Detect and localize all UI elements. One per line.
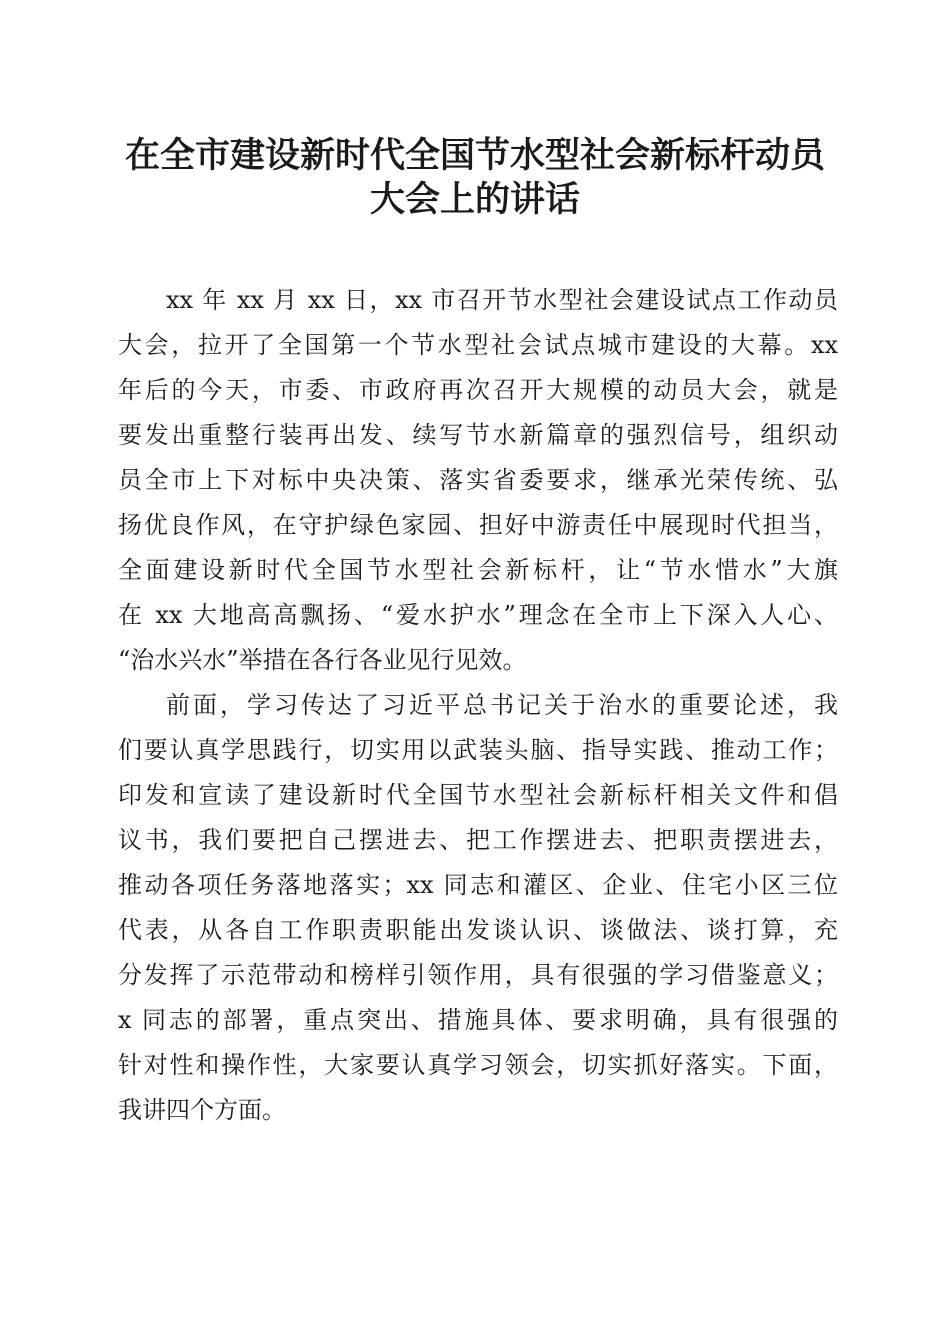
document-body xyxy=(118,278,838,1133)
paragraph-line: 要发出重整行装再出发、续写节水新篇章的强烈信号，组织动 xyxy=(118,421,838,449)
paragraph-1 xyxy=(118,278,838,683)
paragraph-line: 推动各项任务落地落实；xx 同志和灌区、企业、住宅小区三位 xyxy=(118,871,838,899)
paragraph-line: 前面，学习传达了习近平总书记关于治水的重要论述，我 xyxy=(166,691,838,719)
paragraph-line: xx 年 xx 月 xx 日，xx 市召开节水型社会建设试点工作动员 xyxy=(166,286,838,314)
paragraph-line: x 同志的部署，重点突出、措施具体、要求明确，具有很强的 xyxy=(118,1006,838,1034)
paragraph-line: 我讲四个方面。 xyxy=(118,1096,286,1124)
paragraph-line: 员全市上下对标中央决策、落实省委要求，继承光荣传统、弘 xyxy=(118,466,838,494)
paragraph-line: 扬优良作风，在守护绿色家园、担好中游责任中展现时代担当， xyxy=(118,511,838,539)
paragraph-line: 议书，我们要把自己摆进去、把工作摆进去、把职责摆进去， xyxy=(118,826,838,854)
document-title xyxy=(110,134,840,222)
title-line-2: 大会上的讲话 xyxy=(369,179,580,220)
paragraph-line: 分发挥了示范带动和榜样引领作用，具有很强的学习借鉴意义； xyxy=(118,961,838,989)
title-line-1: 在全市建设新时代全国节水型社会新标杆动员 xyxy=(124,135,825,176)
paragraph-line: “治水兴水”举措在各行各业见行见效。 xyxy=(118,646,527,674)
paragraph-line: 针对性和操作性，大家要认真学习领会，切实抓好落实。下面， xyxy=(118,1051,838,1079)
paragraph-2 xyxy=(118,683,838,1133)
paragraph-line: 全面建设新时代全国节水型社会新标杆，让“节水惜水”大旗 xyxy=(118,556,838,584)
paragraph-line: 大会，拉开了全国第一个节水型社会试点城市建设的大幕。xx xyxy=(118,331,838,359)
paragraph-line: 印发和宣读了建设新时代全国节水型社会新标杆相关文件和倡 xyxy=(118,781,838,809)
paragraph-line: 代表，从各自工作职责职能出发谈认识、谈做法、谈打算，充 xyxy=(118,916,838,944)
paragraph-line: 年后的今天，市委、市政府再次召开大规模的动员大会，就是 xyxy=(118,376,838,404)
paragraph-line: 在 xx 大地高高飘扬、“爱水护水”理念在全市上下深入人心、 xyxy=(118,601,838,629)
paragraph-line: 们要认真学思践行，切实用以武装头脑、指导实践、推动工作； xyxy=(118,736,838,764)
